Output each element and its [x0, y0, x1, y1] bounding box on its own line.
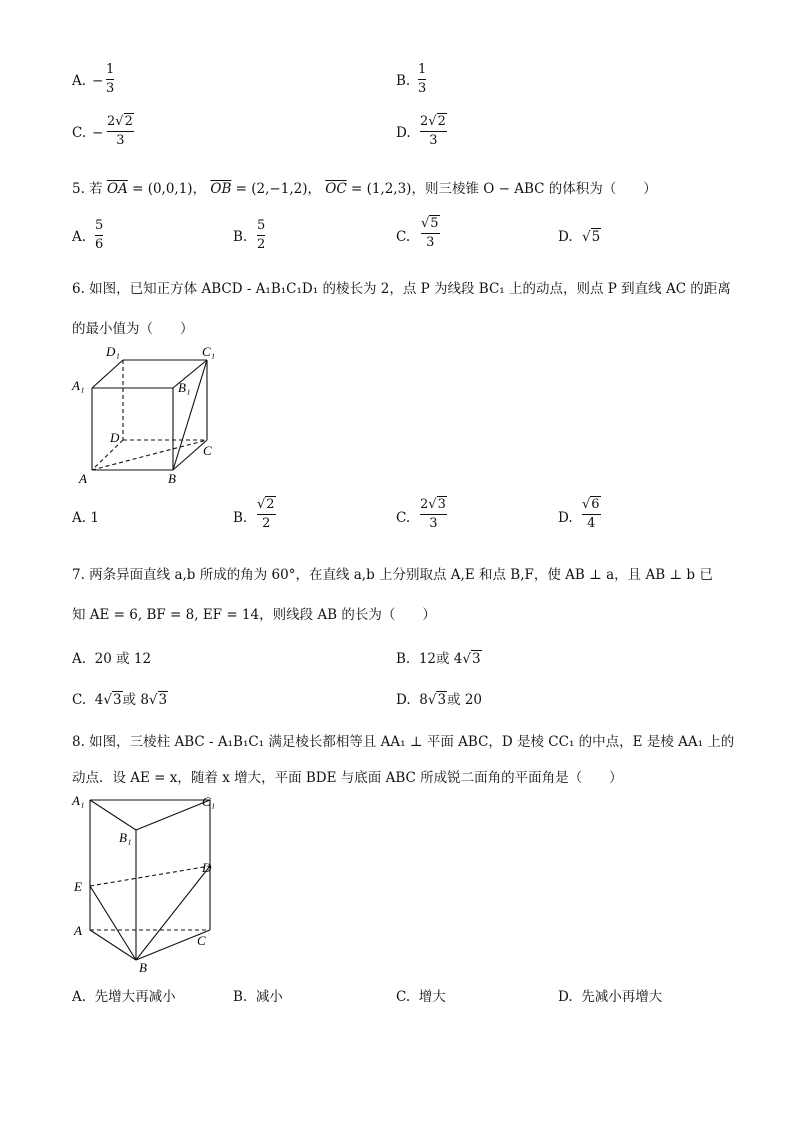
q7-option-a: A. 20 或 12: [72, 651, 152, 667]
q8-option-b: B. 减小: [233, 989, 283, 1005]
prism-label-e: E: [74, 879, 82, 894]
prism-label-a1: A₁: [72, 793, 85, 808]
q5-option-c-label: C.: [396, 229, 411, 245]
q5-option-d-value: √5: [582, 229, 601, 245]
vector-oa: $\overline{OA}$: [106, 181, 128, 197]
cube-label-c: C: [203, 443, 212, 458]
q8-option-d: D. 先减小再增大: [558, 989, 663, 1005]
q6-option-c-label: C.: [396, 510, 411, 526]
prism-label-b: B: [139, 960, 147, 975]
prism-label-d: D: [202, 860, 212, 875]
q5-option-b-fraction: 5 2: [257, 218, 266, 252]
cube-label-a1: A₁: [72, 378, 85, 393]
vector-oc: $\overline{OC}$: [325, 181, 347, 197]
q4-option-c-label: C.: [72, 125, 87, 141]
q5-option-a-fraction: 5 6: [95, 218, 104, 252]
q7-option-c: C. 4√3或 8√3: [72, 692, 168, 708]
q4-option-d-label: D.: [396, 125, 411, 141]
q8-option-c: C. 增大: [396, 989, 446, 1005]
q6-option-a: A. 1: [72, 510, 99, 526]
q6-option-b-fraction: √2 2: [257, 497, 275, 531]
q4-option-b-label: B.: [396, 73, 411, 89]
q6-option-b-label: B.: [233, 510, 248, 526]
q6-stem-line1: 6. 如图，已知正方体 ABCD - A₁B₁C₁D₁ 的棱长为 2，点 P 为线段 BC₁ 上的动点，则点 P 到直线 AC 的距离: [72, 281, 731, 297]
q8-stem-line1: 8. 如图，三棱柱 ABC - A₁B₁C₁ 满足棱长都相等且 AA₁ ⊥ 平面 ABC，D 是棱 CC₁ 的中点，E 是棱 AA₁ 上的: [72, 734, 735, 750]
q5-option-c-fraction: √5 3: [421, 216, 439, 250]
q4-option-b-fraction: 1 3: [418, 62, 427, 96]
q8-option-a: A. 先增大再减小: [72, 989, 176, 1005]
cube-label-c1: C₁: [202, 344, 216, 359]
q6-option-d-fraction: √6 4: [582, 497, 600, 531]
q5-option-b-label: B.: [233, 229, 248, 245]
q6-option-d-label: D.: [558, 510, 573, 526]
prism-label-c: C: [197, 933, 206, 948]
cube-label-d: D: [110, 430, 120, 445]
q7-option-b: B. 12或 4√3: [396, 651, 481, 667]
q6-stem-line2: 的最小值为（ ）: [72, 321, 194, 337]
q4-option-a-fraction: 1 3: [106, 62, 115, 96]
q7-stem-line1: 7. 两条异面直线 a,b 所成的角为 60°，在直线 a,b 上分别取点 A,E 和点 B,F，使 AB ⊥ a，且 AB ⊥ b 已: [72, 567, 713, 583]
vector-ob: $\overline{OB}$: [210, 181, 232, 197]
cube-label-d1: D₁: [106, 344, 120, 359]
cube-label-b1: B₁: [178, 380, 191, 395]
q5-option-a-label: A.: [72, 229, 87, 245]
cube-label-a: A: [79, 471, 87, 486]
q8-stem-line2: 动点．设 AE = x，随着 x 增大，平面 BDE 与底面 ABC 所成锐二面角的平面角是（ ）: [72, 770, 623, 786]
cube-figure: [70, 340, 230, 490]
q4-option-a-label: A.: [72, 73, 87, 89]
prism-label-a: A: [74, 923, 82, 938]
q6-option-c-fraction: 2√3 3: [420, 497, 446, 531]
cube-label-b: B: [168, 471, 176, 486]
q4-option-c-sign: −: [92, 125, 104, 141]
prism-figure: [68, 788, 238, 978]
prism-label-b1: B₁: [119, 830, 132, 845]
q5-stem: 5. 若 $\overline{OA} = (0,0,1)$， $\overline{OB} = (2,-1,2)$， $\overline{OC} = (1,2,3)$，则三棱锥 O − ABC 的体积为（ ）: [72, 181, 657, 197]
prism-label-c1: C₁: [202, 794, 216, 809]
q7-stem-line2: 知 AE = 6, BF = 8, EF = 14，则线段 AB 的长为（ ）: [72, 607, 436, 623]
q4-option-c-fraction: 2√2 3: [107, 114, 133, 148]
q7-option-d: D. 8√3或 20: [396, 692, 483, 708]
q5-option-d-label: D.: [558, 229, 573, 245]
q4-option-a-sign: −: [92, 73, 104, 89]
q4-option-d-fraction: 2√2 3: [420, 114, 446, 148]
